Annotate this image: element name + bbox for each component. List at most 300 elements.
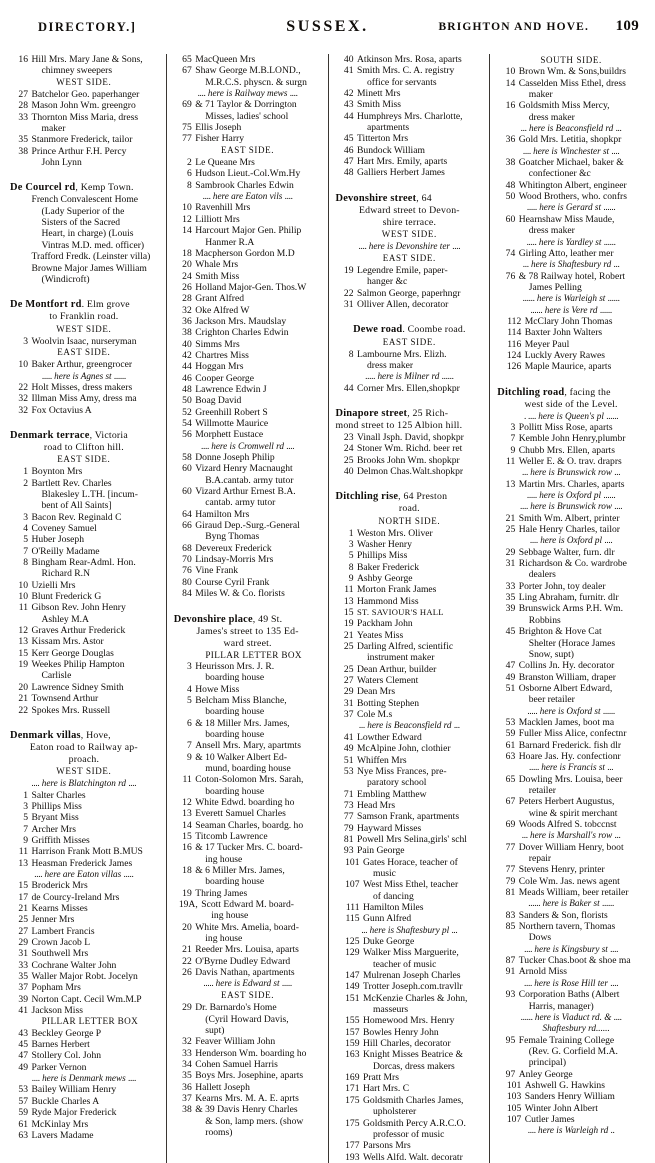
entry-number: 19 — [343, 264, 354, 276]
entry-text — [195, 865, 321, 888]
entry-text — [195, 429, 321, 440]
entry-text-continuation: mund, boarding house — [205, 762, 291, 774]
entry-text — [363, 1095, 483, 1118]
entry-text — [32, 835, 158, 846]
entry-text-line: Arnold Miss — [518, 966, 567, 978]
street-extent-line: to Franklin road. — [49, 311, 119, 323]
entry-number: 51 — [343, 754, 354, 766]
entry-text-line: Lilliott Mrs — [195, 213, 240, 225]
entry-text-line: Crown Jacob L — [31, 937, 91, 948]
entry-text — [357, 167, 483, 178]
directory-entry — [336, 902, 484, 913]
cross-reference-text: here is Blatchington rd — [39, 778, 129, 789]
directory-entry — [336, 913, 484, 924]
entry-text — [32, 858, 158, 869]
entry-number: 77 — [182, 133, 192, 145]
cross-reference — [497, 1012, 645, 1035]
directory-entry — [174, 54, 322, 65]
entry-number: 3 — [23, 800, 28, 812]
entry-number: 5 — [348, 550, 354, 562]
entry-number: 47 — [505, 660, 516, 672]
entry-number: 12 — [182, 213, 192, 225]
entry-text — [195, 1093, 321, 1104]
directory-entry — [497, 327, 645, 338]
entry-text-line: Vine Frank — [195, 565, 239, 577]
street-extent: , 64 Preston — [398, 491, 448, 503]
entry-text-continuation: maker — [41, 123, 66, 135]
directory-entry — [174, 695, 322, 718]
entry-text-line: Hill Charles, decorator — [363, 1038, 451, 1050]
entry-text-line: Dr. Barnardo's Home — [195, 1002, 277, 1014]
entry-number: 35 — [18, 971, 28, 983]
directory-entry — [336, 1027, 484, 1038]
entry-text-continuation: dealers — [528, 569, 556, 581]
directory-entry — [174, 248, 322, 259]
side-caption: EAST SIDE. — [221, 145, 275, 156]
entry-text-continuation: M.R.C.S. physcn. & surgn — [205, 76, 307, 88]
entry-text-line: Hoggan Mrs — [195, 361, 244, 373]
entry-number: 45 — [18, 1039, 28, 1051]
entry-text — [363, 1038, 483, 1049]
entry-text-line: Huber Joseph — [31, 534, 84, 546]
entry-text-line: Crighton Charles Edwin — [195, 327, 289, 339]
entry-text-line: Kearns Mrs. M. A. E. aprts — [195, 1092, 299, 1104]
entry-number: 49 — [505, 671, 516, 683]
entry-text — [357, 288, 483, 299]
entry-text — [357, 573, 483, 584]
directory-entry — [10, 359, 158, 370]
directory-entry — [10, 790, 158, 801]
running-head-right: BRIGHTON AND HOVE. — [438, 21, 589, 33]
directory-entry — [497, 887, 645, 898]
entry-number: 25 — [343, 641, 354, 653]
entry-text-line: Beckley George P — [31, 1027, 102, 1039]
entry-text — [363, 1072, 483, 1083]
entry-text-continuation: boarding house — [205, 876, 265, 888]
directory-entry — [336, 1118, 484, 1141]
entry-text — [32, 393, 158, 404]
entry-text — [195, 373, 321, 384]
entry-text-continuation: Ashley M.A — [41, 613, 89, 625]
entry-text-line: Delmon Chas.Walt.shopkpr — [357, 465, 464, 477]
entry-text — [32, 1107, 158, 1118]
entry-number: 84 — [182, 588, 192, 600]
leader-dots: ... — [361, 924, 368, 935]
entry-text-line: Coveney Samuel — [31, 523, 97, 534]
entry-text — [525, 361, 645, 372]
directory-entry — [174, 543, 322, 554]
entry-text — [363, 1152, 483, 1163]
entry-text — [357, 596, 483, 607]
entry-text-line: Lambourne Mrs. Elizh. — [357, 348, 447, 360]
entry-text — [195, 565, 321, 576]
directory-entry — [336, 65, 484, 88]
entry-number: 26 — [182, 967, 192, 979]
entry-number: 32 — [182, 304, 192, 316]
entry-text — [32, 801, 158, 812]
entry-text-continuation: James Pelling — [528, 281, 582, 293]
entry-number: 29 — [18, 937, 28, 948]
entry-text — [357, 133, 483, 144]
cross-reference-text: here is Warleigh rd — [535, 1125, 611, 1136]
cross-reference-text: here is Vere rd — [542, 304, 600, 315]
entry-text — [525, 1080, 645, 1091]
entry-text — [195, 271, 321, 282]
directory-entry — [174, 271, 322, 282]
directory-entry — [174, 259, 322, 270]
street-name: Denmark villas — [10, 729, 81, 741]
entry-text — [357, 265, 483, 288]
entry-text — [32, 1005, 158, 1016]
entry-text-line: Porter John, toy dealer — [518, 580, 606, 592]
entry-text-line: & 71 Taylor & Dorrington — [195, 99, 297, 111]
street-heading — [336, 408, 484, 432]
entry-text — [357, 145, 483, 156]
entry-text-line: Tucker Chas.boot & shoe ma — [518, 955, 631, 967]
directory-entry — [336, 618, 484, 629]
directory-entry — [497, 134, 645, 145]
directory-entry — [10, 534, 158, 545]
entry-text — [363, 993, 483, 1016]
entry-number: 21 — [343, 629, 354, 641]
leader-dots: ... — [522, 259, 529, 270]
entry-text-continuation: maker — [528, 89, 553, 101]
entry-text-line: Blunt Frederick G — [31, 591, 102, 603]
entry-number: 116 — [507, 338, 522, 350]
entry-text-line: de Courcy-Ireland Mrs — [31, 891, 120, 903]
cross-reference — [497, 898, 645, 909]
entry-number: 81 — [505, 887, 516, 899]
street-heading — [10, 430, 158, 454]
directory-entry — [336, 455, 484, 466]
entry-text-line: Lambert Francis — [31, 925, 95, 937]
entry-text — [32, 89, 158, 100]
directory-entry — [10, 971, 158, 982]
directory-entry — [497, 592, 645, 603]
directory-entry — [10, 994, 158, 1005]
directory-entry — [174, 820, 322, 831]
leader-dots: .. — [610, 1125, 615, 1136]
entry-text-line: McClary John Thomas — [524, 315, 613, 327]
entry-text-line: White Mrs. Amelia, board- — [195, 921, 299, 933]
entry-number: 22 — [18, 381, 28, 393]
entry-text-continuation: dress maker — [528, 225, 575, 237]
entry-number: 8 — [23, 557, 28, 569]
entry-text-continuation: repair — [528, 853, 552, 865]
entry-text-line: McKinlay Mrs — [31, 1118, 89, 1130]
leader-dots: .... — [610, 977, 619, 988]
entry-text-continuation: dress maker — [367, 359, 414, 371]
entry-number: 13 — [18, 636, 28, 648]
entry-number: 6 — [186, 717, 192, 729]
entry-text — [195, 922, 321, 945]
directory-entry — [336, 766, 484, 789]
leader-dots: .... — [31, 778, 40, 789]
directory-entry — [174, 1070, 322, 1081]
entry-number: 111 — [345, 901, 360, 913]
entry-text — [32, 146, 158, 169]
directory-entry — [497, 445, 645, 456]
entry-number: 114 — [507, 327, 522, 339]
entry-text — [357, 789, 483, 800]
directory-entry — [10, 54, 158, 77]
directory-entry — [336, 550, 484, 561]
cross-reference — [174, 441, 322, 452]
entry-text — [32, 534, 158, 545]
entry-text — [525, 1103, 645, 1114]
entry-number: 46 — [343, 144, 354, 156]
entry-text — [195, 384, 321, 395]
street-heading — [336, 324, 484, 336]
entry-text — [363, 857, 483, 880]
directory-entry — [336, 562, 484, 573]
entry-text-line: French Convalescent Home — [31, 194, 139, 206]
entry-number: 10 — [505, 66, 516, 78]
entry-number: 91 — [505, 966, 516, 978]
entry-text-line: Minett Mrs — [357, 88, 401, 100]
entry-number: 85 — [505, 921, 516, 933]
entry-text-continuation: ing house — [205, 853, 243, 865]
street-name: De Courcel rd — [10, 182, 76, 194]
entry-text-continuation: Richard R.N — [41, 568, 90, 580]
entry-text-line: Washer Henry — [357, 538, 412, 550]
entry-text-line: Prince Arthur F.H. Percy — [31, 145, 127, 157]
entry-text — [32, 636, 158, 647]
directory-entry — [174, 577, 322, 588]
entry-number: 44 — [343, 110, 354, 122]
entry-text — [32, 846, 158, 857]
entry-text-continuation: principal) — [528, 1057, 567, 1069]
directory-entry — [174, 202, 322, 213]
leader-dots: .... — [523, 977, 532, 988]
pillar-letter-box: PILLAR LETTER BOX — [41, 1016, 139, 1027]
side-caption: WEST SIDE. — [381, 229, 437, 240]
leader-dots: .... — [286, 440, 295, 451]
entry-number: 21 — [18, 902, 28, 914]
directory-entry — [336, 167, 484, 178]
entry-text — [519, 966, 645, 977]
entry-text-line: Hart Mrs. C — [363, 1083, 410, 1095]
entry-text-line: Gates Horace, teacher of — [363, 856, 458, 868]
cross-reference-text: here are Eaton villas — [42, 868, 124, 879]
entry-number: 125 — [345, 936, 360, 947]
entry-number: 14 — [182, 819, 192, 831]
directory-entry — [174, 350, 322, 361]
directory-entry — [10, 880, 158, 891]
entry-number: 15 — [343, 607, 354, 619]
leader-dots: ... — [615, 123, 622, 134]
entry-text-line: Course Cyril Frank — [195, 576, 270, 588]
entry-text — [519, 603, 645, 626]
directory-entry — [336, 743, 484, 754]
street-name: Dewe road — [353, 324, 403, 336]
directory-entry — [497, 100, 645, 123]
entry-text — [195, 259, 321, 270]
entry-number: 9 — [510, 444, 516, 456]
entry-number: 25 — [343, 454, 354, 466]
entry-text-line: Hill Mrs. Mary Jane & Sons, — [31, 54, 143, 65]
entry-text-line: Goldsmith Miss Mercy, — [518, 100, 610, 112]
entry-text — [519, 66, 645, 77]
entry-text — [525, 316, 645, 327]
entry-text-line: Jenner Mrs — [31, 914, 75, 926]
entry-text — [32, 982, 158, 993]
entry-number: 107 — [506, 1113, 522, 1125]
leader-dots: ... — [614, 467, 621, 478]
leader-dots: .... — [127, 1073, 136, 1084]
directory-entry — [336, 834, 484, 845]
entry-text-line: Lindsay-Morris Mrs — [195, 554, 274, 566]
directory-entry — [497, 456, 645, 467]
directory-entry — [174, 225, 322, 248]
entry-text-line: Darling Alfred, scientific — [357, 641, 454, 653]
directory-entry — [174, 1002, 322, 1036]
directory-entry — [497, 157, 645, 180]
entry-text — [519, 876, 645, 887]
entry-text — [519, 1069, 645, 1080]
entry-text-continuation: music — [373, 867, 396, 879]
entry-text-line: Vizard Henry Macnaught — [195, 463, 293, 475]
entry-text-line: Yeates Miss — [357, 629, 404, 641]
entry-text — [195, 339, 321, 350]
entry-text — [519, 774, 645, 797]
directory-entry — [10, 194, 158, 251]
directory-entry — [10, 914, 158, 925]
directory-entry — [174, 588, 322, 599]
entry-number: 15 — [18, 647, 28, 659]
directory-entry — [174, 418, 322, 429]
directory-entry — [336, 664, 484, 675]
entry-text — [32, 1096, 158, 1107]
entry-text-line: Norton Capt. Cecil Wm.M.P — [31, 993, 142, 1005]
entry-text-line: Salmon George, paperhngr — [357, 287, 461, 299]
entry-text-continuation: beer retailer — [528, 694, 575, 706]
entry-text-line: Griffith Misses — [31, 834, 90, 846]
directory-entry — [10, 591, 158, 602]
leader-dots: ..... — [528, 762, 539, 773]
entry-text-continuation: rooms) — [205, 1126, 233, 1138]
entry-text — [195, 944, 321, 955]
cross-reference — [336, 371, 484, 382]
entry-text-line: Oke Alfred W — [195, 304, 250, 316]
leader-dots: .... — [284, 191, 293, 202]
directory-entry — [336, 528, 484, 539]
entry-number: 175 — [345, 1094, 360, 1106]
entry-text — [519, 456, 645, 467]
entry-text — [525, 327, 645, 338]
entry-text-line: Smith Mrs. C. A. registry — [357, 65, 455, 77]
entry-text-line: & 6 Miller Mrs. James, — [195, 865, 285, 877]
entry-number: 57 — [18, 1095, 28, 1107]
entry-text — [519, 191, 645, 202]
entry-text — [32, 948, 158, 959]
entry-text — [357, 550, 483, 561]
entry-text-continuation: paratory school — [367, 777, 427, 789]
directory-entry — [174, 899, 322, 922]
entry-text-line: Hale Henry Charles, tailor — [518, 524, 620, 536]
street-name: Devonshire place — [173, 613, 253, 625]
directory-entry — [497, 1035, 645, 1069]
cross-reference — [497, 706, 645, 717]
leader-dots: .... — [614, 501, 623, 512]
leader-dots: ...... — [603, 202, 616, 213]
entry-number: 79 — [343, 822, 354, 834]
cross-reference — [497, 944, 645, 955]
entry-text-line: Giraud Dep.-Surg.-General — [195, 520, 300, 532]
entry-number: 10 — [18, 579, 28, 591]
side-caption: NORTH SIDE. — [378, 515, 441, 526]
entry-text-line: Trafford Fredk. (Leinster villa) — [31, 251, 151, 263]
cross-reference-text: here is Marshall's row — [527, 830, 615, 841]
entry-text-line: Ryde Major Frederick — [31, 1107, 117, 1119]
directory-entry — [10, 1005, 158, 1016]
entry-text-line: Baker Frederick — [357, 561, 420, 573]
entry-text-line: Sanders & Son, florists — [518, 909, 608, 921]
directory-entry — [174, 842, 322, 865]
entry-number: 43 — [18, 1027, 28, 1039]
directory-entry — [174, 509, 322, 520]
entry-text — [525, 339, 645, 350]
entry-text-line: McAlpine John, clothier — [357, 743, 451, 755]
entry-number: 41 — [343, 731, 354, 743]
directory-entry — [10, 602, 158, 625]
entry-number: 28 — [18, 100, 28, 112]
entry-text — [32, 1050, 158, 1061]
cross-reference — [10, 869, 158, 880]
entry-text — [32, 926, 158, 937]
cross-reference — [497, 237, 645, 248]
leader-dots: ..... — [526, 202, 537, 213]
entry-number: 47 — [343, 156, 354, 168]
directory-entry — [497, 660, 645, 671]
directory-entry — [174, 214, 322, 225]
entry-text-continuation: Shelter (Horace James — [528, 637, 616, 649]
entry-text — [519, 717, 645, 728]
cross-reference-text: here is Milner rd — [375, 371, 442, 382]
cross-reference — [497, 259, 645, 270]
cross-reference — [497, 305, 645, 316]
cross-reference — [497, 411, 645, 422]
entry-text-line: Grant Alfred — [195, 293, 245, 305]
entry-text-line: Ling Abraham, furnitr. dlr — [518, 592, 619, 604]
entry-text-line: & 18 Miller Mrs. James, — [195, 717, 290, 729]
directory-entry — [336, 845, 484, 856]
directory-entry — [336, 443, 484, 454]
entry-number: 103 — [506, 1091, 522, 1103]
leader-dots: ... — [613, 259, 620, 270]
cross-reference — [174, 978, 322, 989]
entry-number: 35 — [505, 592, 516, 604]
entry-number: 52 — [182, 406, 192, 418]
side-caption: WEST SIDE. — [56, 323, 112, 334]
entry-text — [519, 214, 645, 237]
street-heading — [174, 614, 322, 650]
entry-number: 93 — [343, 845, 354, 857]
entry-text — [195, 225, 321, 248]
directory-entry — [10, 682, 158, 693]
leader-dots: .... — [613, 1011, 622, 1022]
entry-number: 46 — [182, 372, 192, 384]
entry-text-line: Chubb Mrs. Ellen, aparts — [518, 444, 615, 456]
entry-text-line: & 17 Tucker Mrs. C. board- — [195, 842, 303, 854]
entry-number: 105 — [506, 1102, 522, 1114]
entry-text — [357, 584, 483, 595]
entry-text — [195, 831, 321, 842]
entry-text — [357, 65, 483, 88]
entry-text-line: Osborne Albert Edward, — [518, 682, 613, 694]
directory-entry — [497, 864, 645, 875]
entry-text-line: Waller Major Robt. Jocelyn — [31, 971, 138, 983]
